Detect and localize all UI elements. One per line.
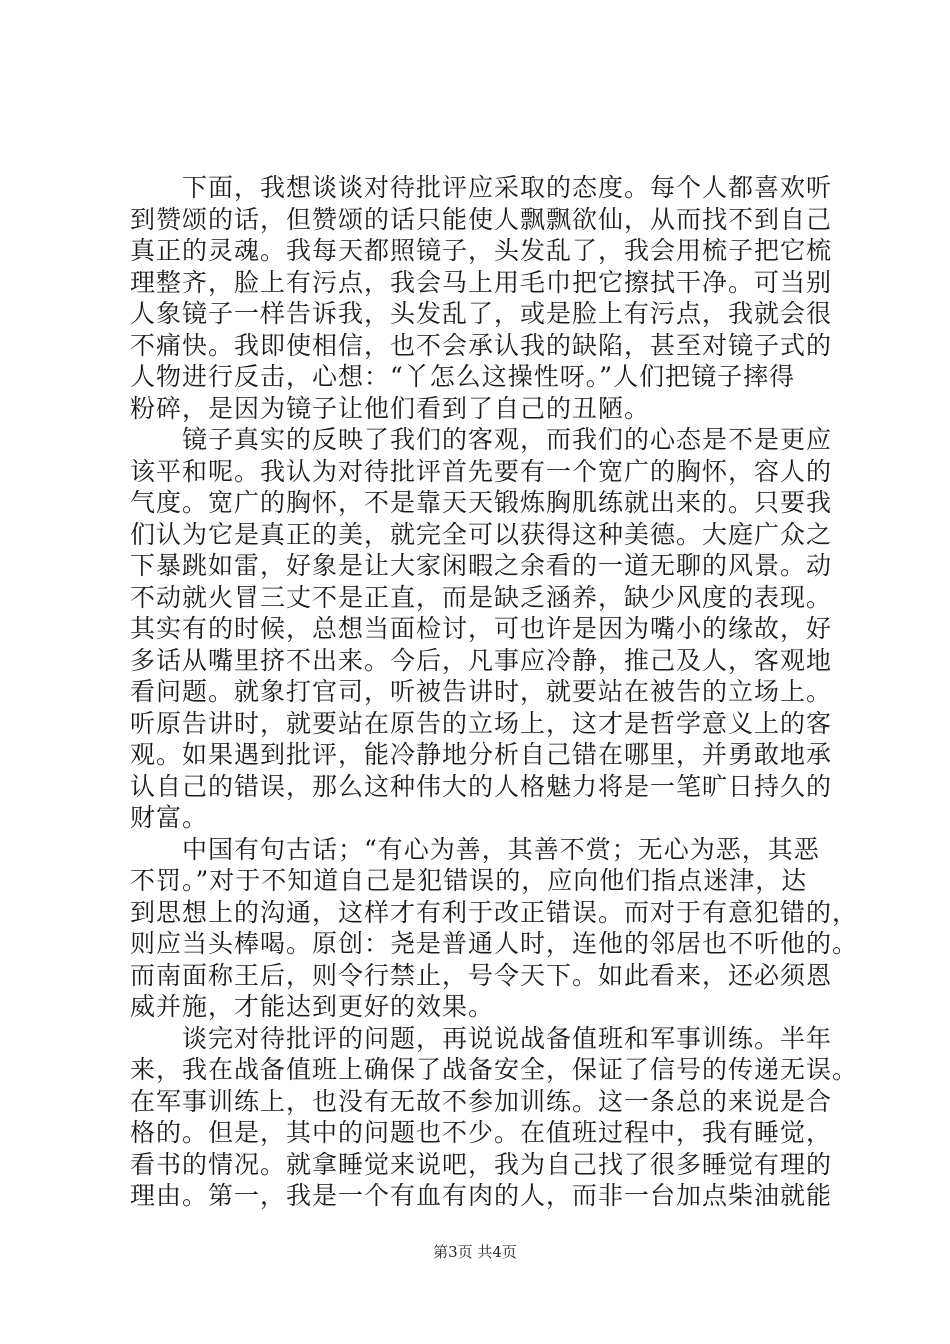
text-line: 观。如果遇到批评，能冷静地分析自己错在哪里，并勇敢地承 [130, 740, 833, 769]
text-line: 粉碎，是因为镜子让他们看到了自己的丑陋。 [130, 393, 651, 423]
text-line: 则应当头棒喝。原创：尧是普通人时，连他的邻居也不听他的。 [130, 929, 859, 958]
text-line: 在军事训练上，也没有无故不参加训练。这一条总的来说是合 [130, 1086, 833, 1116]
text-line: 格的。但是，其中的问题也不少。在值班过程中，我有睡觉， [130, 1118, 833, 1147]
text-line: 下面，我想谈谈对待批评应采取的态度。每个人都喜欢听 [130, 173, 833, 202]
text-line: 气度。宽广的胸怀，不是靠天天锻炼胸肌练就出来的。只要我 [130, 488, 833, 517]
text-line: 多话从嘴里挤不出来。今后，凡事应冷静，推己及人，客观地 [130, 645, 833, 675]
text-line: 不罚。”对于不知道自己是犯错误的，应向他们指点迷津，达 [130, 866, 808, 895]
text-line: 理整齐，脸上有污点，我会马上用毛巾把它擦拭干净。可当别 [130, 267, 833, 297]
text-line: 真正的灵魂。我每天都照镜子，头发乱了，我会用梳子把它梳 [130, 236, 833, 265]
text-line: 镜子真实的反映了我们的客观，而我们的心态是不是更应 [130, 425, 833, 454]
text-line: 谈完对待批评的问题，再说说战备值班和军事训练。半年 [130, 1023, 833, 1053]
text-line: 来，我在战备值班上确保了战备安全，保证了信号的传递无误。 [130, 1055, 859, 1084]
text-line: 认自己的错误，那么这种伟大的人格魅力将是一笔旷日持久的 [130, 771, 833, 801]
text-line: 威并施，才能达到更好的效果。 [130, 992, 495, 1021]
text-line: 中国有句古话；“有心为善，其善不赏；无心为恶，其恶 [130, 834, 820, 864]
text-line: 看书的情况。就拿睡觉来说吧，我为自己找了很多睡觉有理的 [130, 1149, 833, 1179]
text-line: 下暴跳如雷，好象是让大家闲暇之余看的一道无聊的风景。动 [130, 551, 833, 580]
text-line: 到思想上的沟通，这样才有利于改正错误。而对于有意犯错的， [130, 897, 859, 927]
document-body [130, 172, 859, 1212]
text-line: 该平和呢。我认为对待批评首先要有一个宽广的胸怀，容人的 [130, 456, 833, 486]
text-line: 财富。 [130, 803, 209, 832]
text-line: 不动就火冒三丈不是正直，而是缺乏涵养，缺少风度的表现。 [130, 582, 833, 612]
page-number-footer: 第3页 共4页 [433, 1243, 517, 1261]
text-line: 人象镜子一样告诉我，头发乱了，或是脸上有污点，我就会很 [130, 299, 833, 328]
text-line: 人物进行反击，心想：“丫怎么这操性呀。”人们把镜子摔得 [130, 362, 796, 391]
text-line: 而南面称王后，则令行禁止，号令天下。如此看来，还必须恩 [130, 960, 833, 990]
text-line: 们认为它是真正的美，就完全可以获得这种美德。大庭广众之 [130, 519, 833, 549]
text-line: 看问题。就象打官司，听被告讲时，就要站在被告的立场上。 [130, 677, 833, 706]
text-line: 其实有的时候，总想当面检讨，可也许是因为嘴小的缘故，好 [130, 614, 833, 643]
text-line: 不痛快。我即使相信，也不会承认我的缺陷，甚至对镜子式的 [130, 330, 833, 360]
text-line: 到赞颂的话，但赞颂的话只能使人飘飘欲仙，从而找不到自己 [130, 204, 833, 234]
text-line: 理由。第一，我是一个有血有肉的人，而非一台加点柴油就能 [130, 1181, 833, 1210]
text-line: 听原告讲时，就要站在原告的立场上，这才是哲学意义上的客 [130, 708, 833, 738]
